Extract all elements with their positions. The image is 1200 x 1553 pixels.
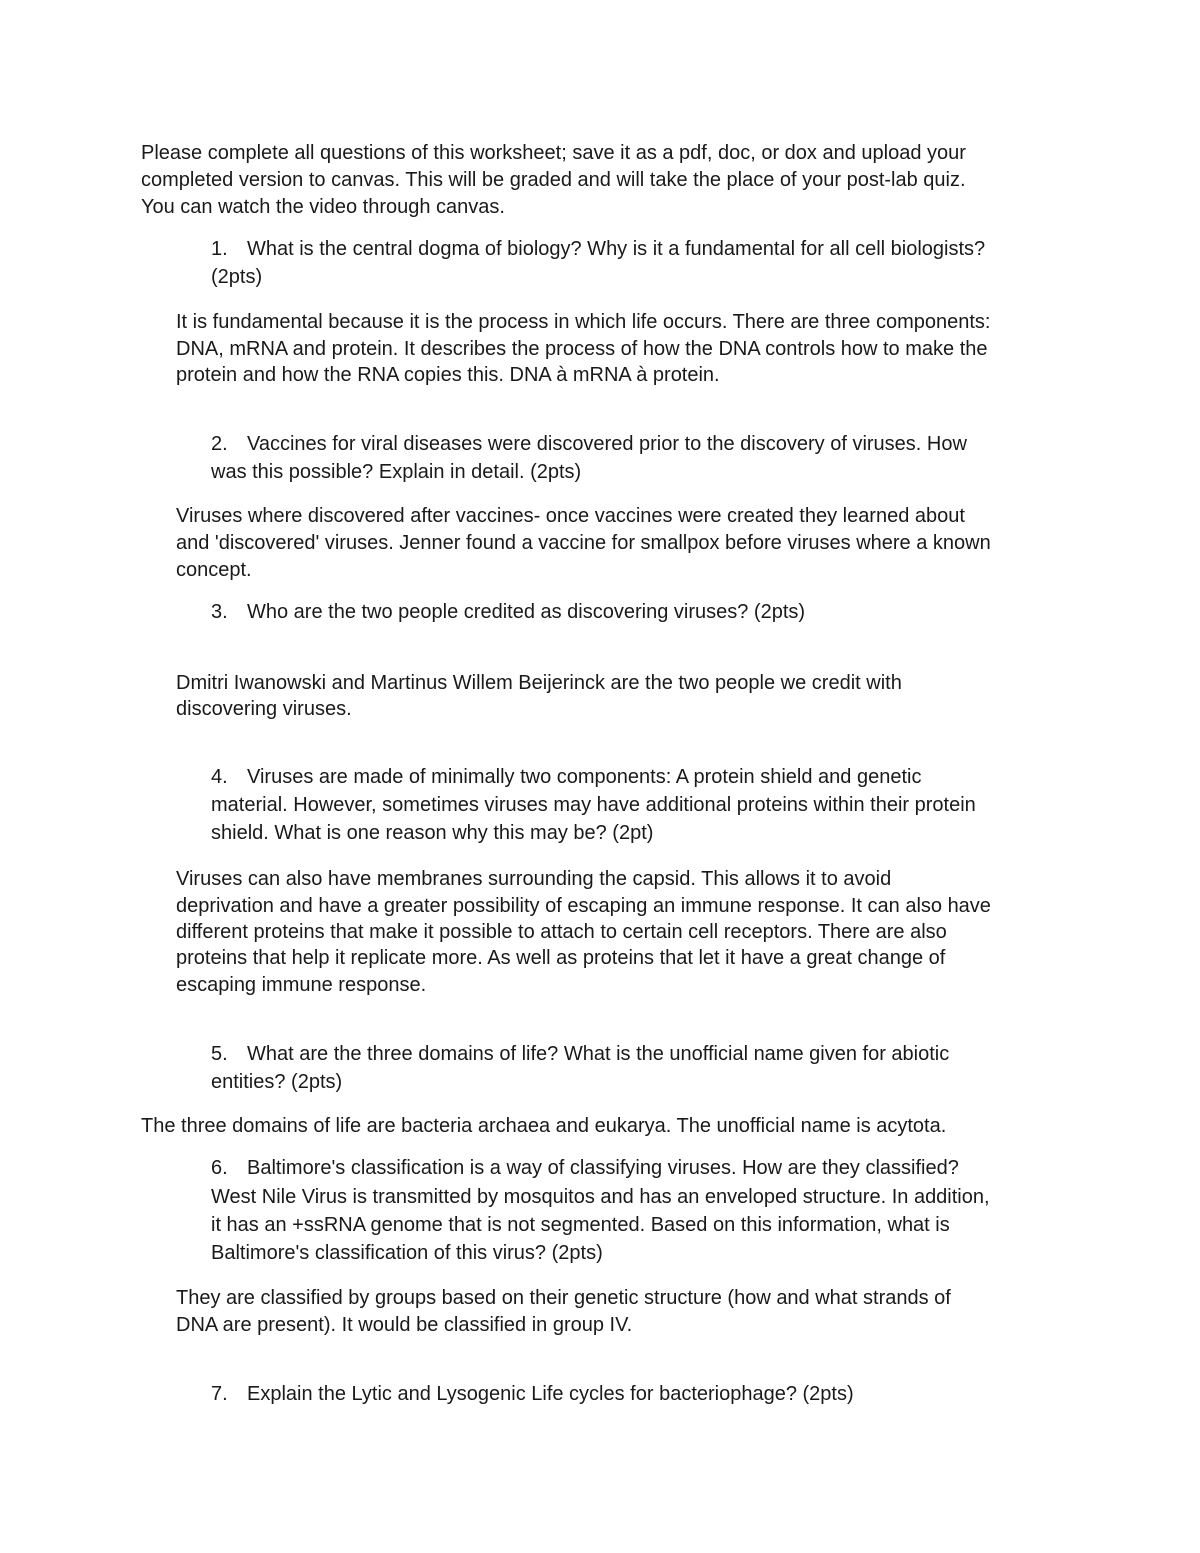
answer-text: They are classified by groups based on their genetic structure (how and what strands of <box>176 1287 951 1309</box>
question-number: 7. <box>211 1383 228 1405</box>
question-number: 4. <box>211 766 228 788</box>
intro-line: Please complete all questions of this worksheet; save it as a pdf, doc, or dox and upload your <box>141 142 966 164</box>
answer-text: Viruses where discovered after vaccines- once vaccines were created they learned about <box>176 505 965 527</box>
question-text: What is the central dogma of biology? Why is it a fundamental for all cell biologists? <box>247 238 986 260</box>
question-text: West Nile Virus is transmitted by mosquitos and has an enveloped structure. In addition, <box>211 1186 990 1208</box>
question-text: What are the three domains of life? What is the unofficial name given for abiotic <box>247 1043 950 1065</box>
question-text: was this possible? Explain in detail. (2pts) <box>211 461 582 483</box>
intro-line: completed version to canvas. This will be graded and will take the place of your post-lab quiz. <box>141 169 966 191</box>
question-text: material. However, sometimes viruses may have additional proteins within their protein <box>211 794 976 816</box>
answer-text: deprivation and have a greater possibility of escaping an immune response. It can also have <box>176 895 991 917</box>
answer-text: It is fundamental because it is the process in which life occurs. There are three components: <box>176 311 991 333</box>
question-text: Viruses are made of minimally two components: A protein shield and genetic <box>247 766 922 788</box>
question-text: Explain the Lytic and Lysogenic Life cycles for bacteriophage? (2pts) <box>247 1383 854 1405</box>
question-number: 2. <box>211 433 228 455</box>
answer-text: and 'discovered' viruses. Jenner found a vaccine for smallpox before viruses where a known <box>176 532 991 554</box>
question-number: 6. <box>211 1157 228 1179</box>
answer-text: concept. <box>176 559 252 581</box>
question-number: 1. <box>211 238 228 260</box>
question-text: Vaccines for viral diseases were discovered prior to the discovery of viruses. How <box>247 433 967 455</box>
answer-text: DNA, mRNA and protein. It describes the process of how the DNA controls how to make the <box>176 338 988 360</box>
answer-text: Dmitri Iwanowski and Martinus Willem Beijerinck are the two people we credit with <box>176 672 902 694</box>
question-text: (2pts) <box>211 266 263 288</box>
question-text: Baltimore's classification is a way of classifying viruses. How are they classified? <box>247 1157 959 1179</box>
intro-line: You can watch the video through canvas. <box>141 196 505 218</box>
answer-text: Viruses can also have membranes surrounding the capsid. This allows it to avoid <box>176 868 892 890</box>
answer-text: discovering viruses. <box>176 698 352 720</box>
question-text: shield. What is one reason why this may be? (2pt) <box>211 822 654 844</box>
question-number: 3. <box>211 601 228 623</box>
question-text: it has an +ssRNA genome that is not segmented. Based on this information, what is <box>211 1214 950 1236</box>
question-text: entities? (2pts) <box>211 1071 343 1093</box>
question-number: 5. <box>211 1043 228 1065</box>
answer-text: escaping immune response. <box>176 974 427 996</box>
question-text: Baltimore's classification of this virus? (2pts) <box>211 1242 603 1264</box>
answer-text: DNA are present). It would be classified in group IV. <box>176 1314 633 1336</box>
answer-text: different proteins that make it possible to attach to certain cell receptors. There are also <box>176 921 947 943</box>
answer-text: The three domains of life are bacteria archaea and eukarya. The unofficial name is acytota. <box>141 1115 947 1137</box>
answer-text: proteins that help it replicate more. As well as proteins that let it have a great change of <box>176 947 946 969</box>
answer-text: protein and how the RNA copies this. DNA à mRNA à protein. <box>176 364 720 386</box>
question-text: Who are the two people credited as discovering viruses? (2pts) <box>247 601 806 623</box>
